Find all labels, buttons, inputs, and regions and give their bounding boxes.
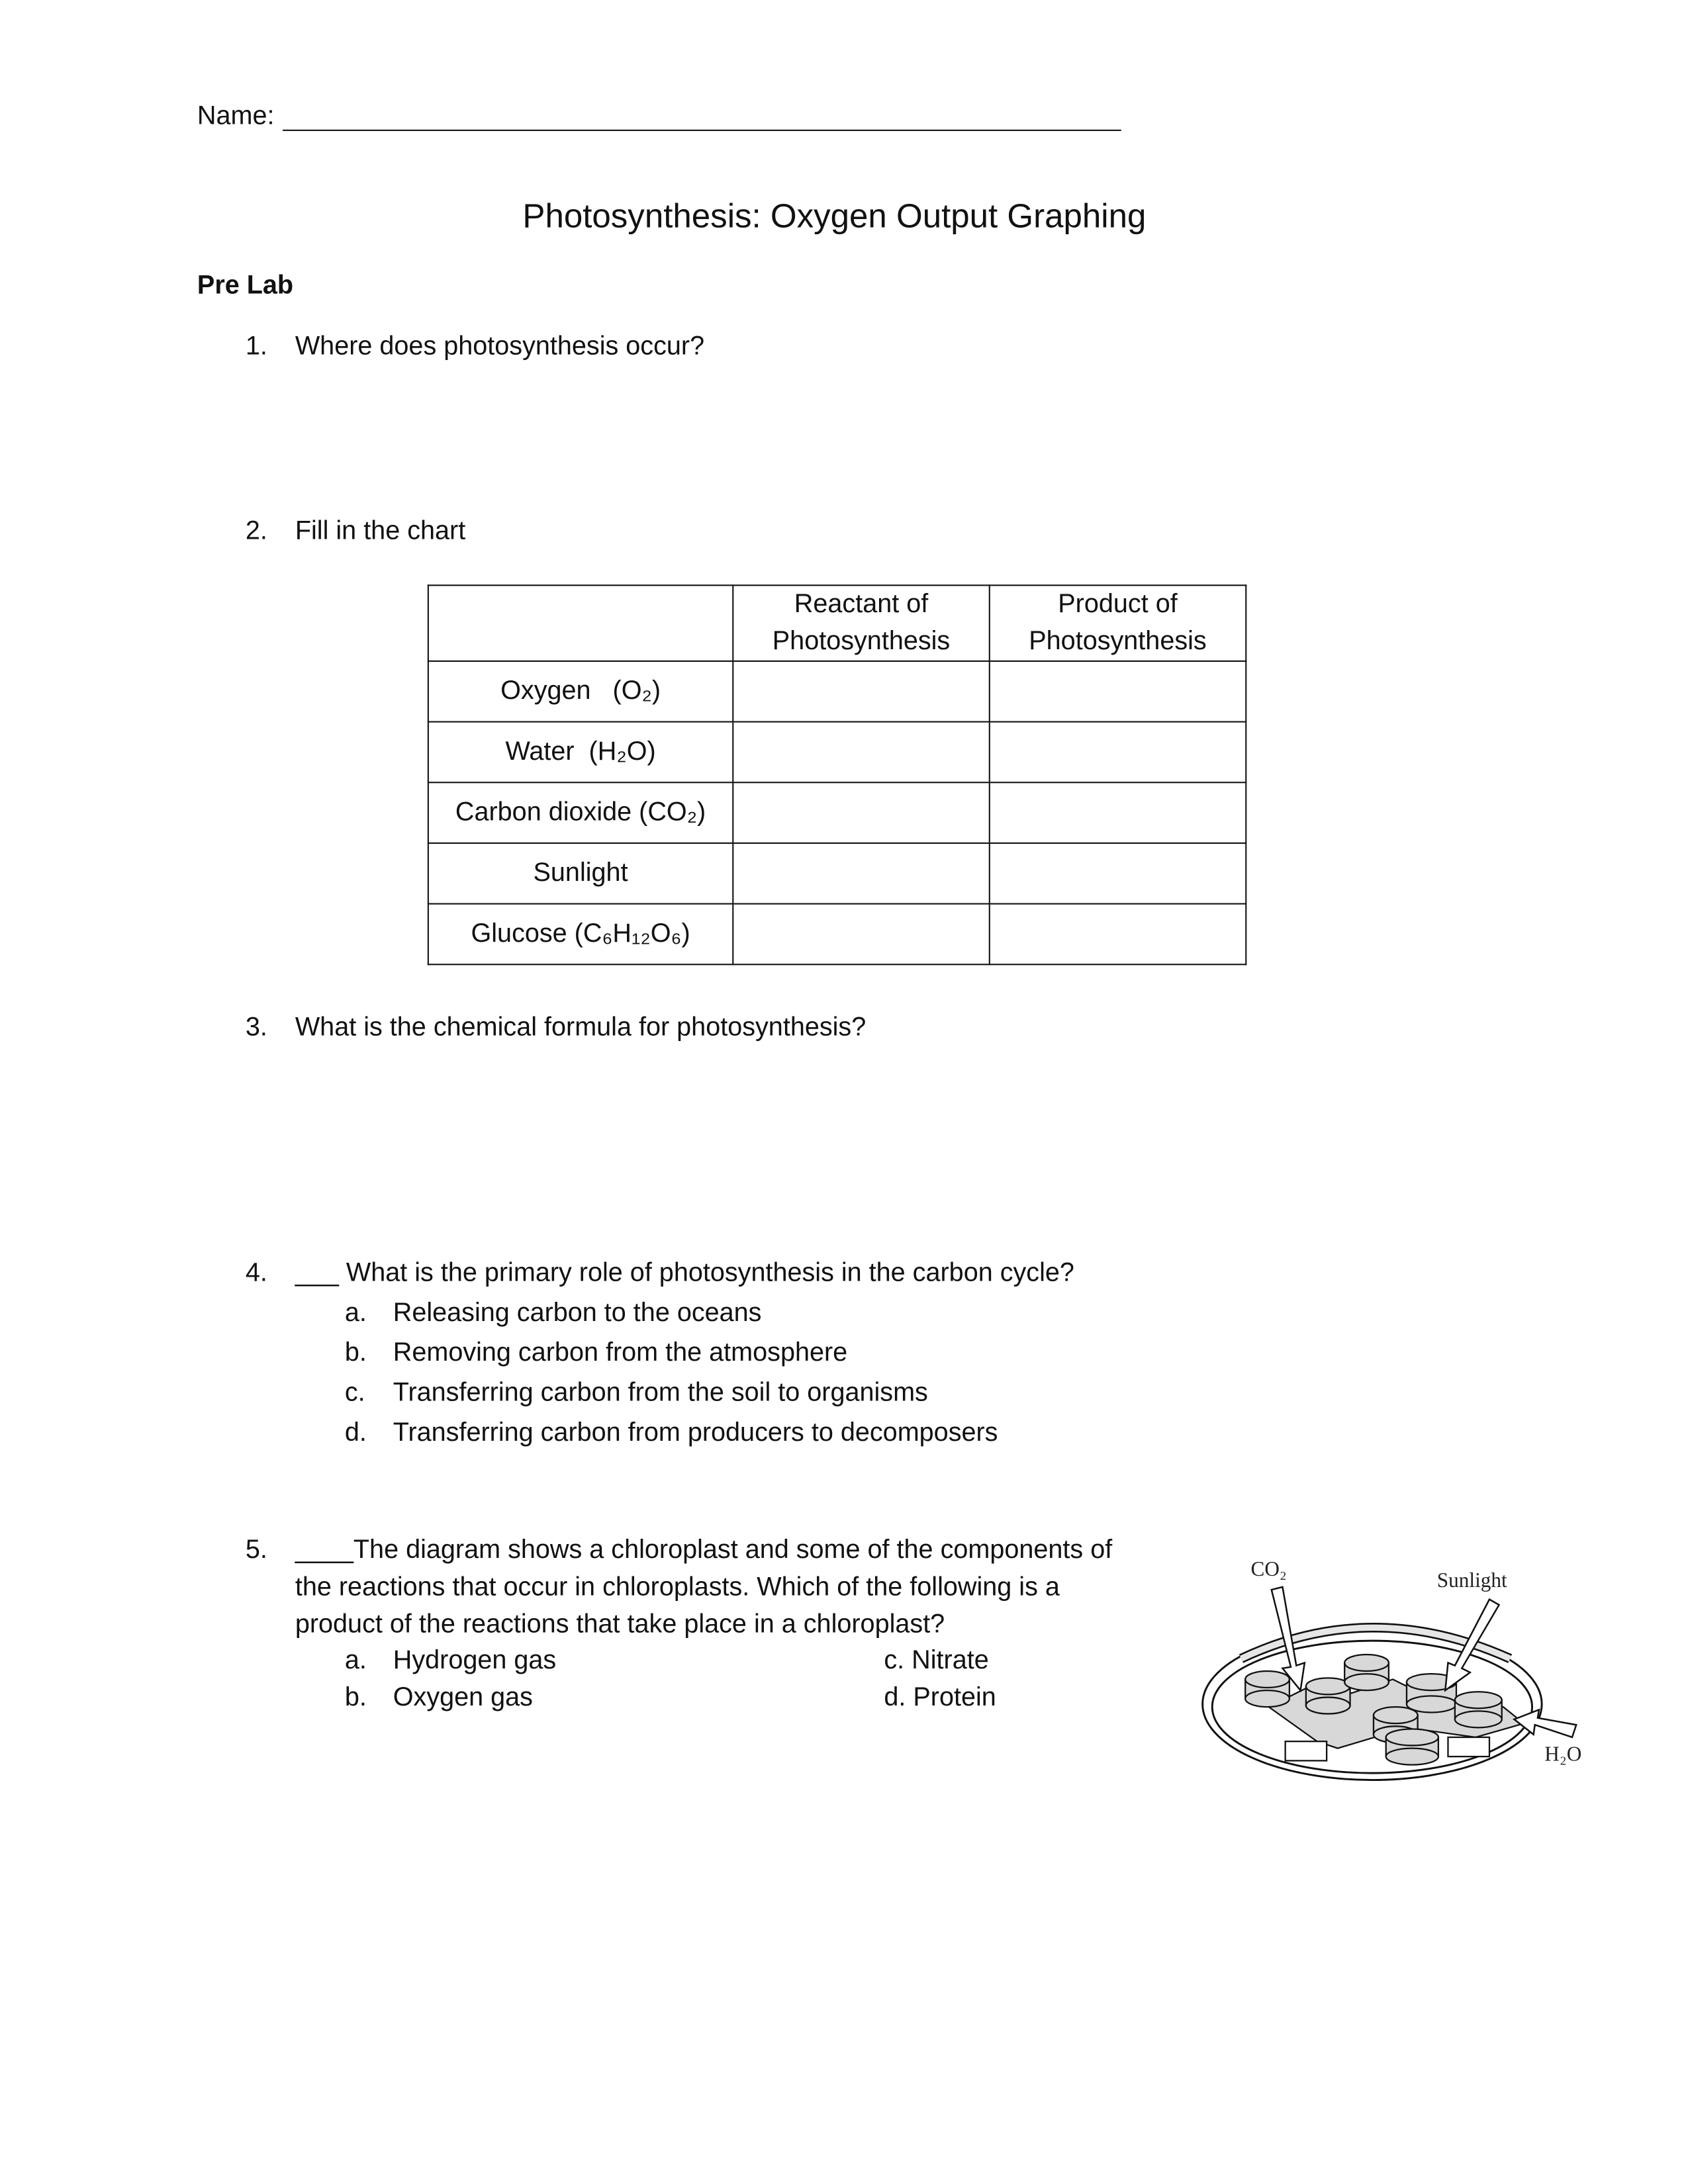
q4-option-a[interactable]: Releasing carbon to the oceans	[393, 1298, 762, 1328]
product-cell[interactable]	[990, 782, 1246, 843]
q1-number: 1.	[245, 332, 267, 361]
q1-text: Where does photosynthesis occur?	[295, 332, 705, 361]
q5-number: 5.	[245, 1535, 267, 1565]
row-label: Glucose (C₆H₁₂O₆)	[428, 904, 733, 965]
row-label: Oxygen (O₂)	[428, 661, 733, 722]
sunlight-label: Sunlight	[1436, 1568, 1507, 1592]
name-input-line[interactable]	[283, 130, 1121, 131]
header-line: Reactant of	[794, 590, 929, 619]
q4-number: 4.	[245, 1259, 267, 1288]
q4-option-d[interactable]: Transferring carbon from producers to decomposers	[393, 1418, 998, 1448]
header-empty	[428, 585, 733, 661]
q2-text: Fill in the chart	[295, 517, 466, 546]
reactant-cell[interactable]	[733, 904, 989, 965]
product-cell[interactable]	[990, 661, 1246, 722]
q3-number: 3.	[245, 1013, 267, 1042]
reactant-cell[interactable]	[733, 661, 989, 722]
q4-option-c[interactable]: Transferring carbon from the soil to organisms	[393, 1379, 928, 1408]
q5-option-a[interactable]: Hydrogen gas	[393, 1646, 557, 1676]
header-reactant	[733, 585, 989, 661]
q4-option-letter: a.	[344, 1298, 367, 1328]
row-label: Water (H₂O)	[428, 722, 733, 783]
q3-text: What is the chemical formula for photosynthesis?	[295, 1013, 867, 1042]
q4-option-letter: b.	[344, 1338, 367, 1368]
q5-text-line: ____The diagram shows a chloroplast and some of the components of	[295, 1535, 1113, 1565]
header-line: Photosynthesis	[772, 627, 951, 657]
row-label: Sunlight	[428, 843, 733, 904]
product-cell[interactable]	[990, 904, 1246, 965]
q4-option-letter: d.	[344, 1418, 367, 1448]
reactant-cell[interactable]	[733, 843, 989, 904]
reactant-cell[interactable]	[733, 782, 989, 843]
q5-option-letter: b.	[344, 1683, 367, 1713]
reactant-product-chart	[428, 584, 1246, 965]
q4-text: ___ What is the primary role of photosynthesis in the carbon cycle?	[295, 1259, 1074, 1288]
q5-text-line: the reactions that occur in chloroplasts. Which of the following is a	[295, 1573, 1060, 1602]
q5-option-c[interactable]: c. Nitrate	[884, 1646, 989, 1676]
q5-option-letter: a.	[344, 1646, 367, 1676]
header-line: Photosynthesis	[1029, 627, 1207, 657]
section-heading: Pre Lab	[197, 271, 294, 301]
q4-option-letter: c.	[344, 1379, 365, 1408]
q5-option-d[interactable]: d. Protein	[884, 1683, 996, 1713]
page-title: Photosynthesis: Oxygen Output Graphing	[522, 198, 1147, 236]
h2o-label: H₂O	[1544, 1742, 1582, 1766]
name-label: Name:	[197, 102, 275, 131]
header-line: Product of	[1058, 590, 1178, 619]
product-cell[interactable]	[990, 843, 1246, 904]
co2-label: CO₂	[1250, 1557, 1287, 1581]
chloroplast-diagram	[1186, 1541, 1614, 1783]
header-product	[990, 585, 1246, 661]
q5-text-line: product of the reactions that take place in a chloroplast?	[295, 1610, 945, 1640]
reactant-cell[interactable]	[733, 722, 989, 783]
row-label: Carbon dioxide (CO₂)	[428, 782, 733, 843]
product-cell[interactable]	[990, 722, 1246, 783]
q5-option-b[interactable]: Oxygen gas	[393, 1683, 534, 1713]
q2-number: 2.	[245, 517, 267, 546]
q4-option-b[interactable]: Removing carbon from the atmosphere	[393, 1338, 848, 1368]
